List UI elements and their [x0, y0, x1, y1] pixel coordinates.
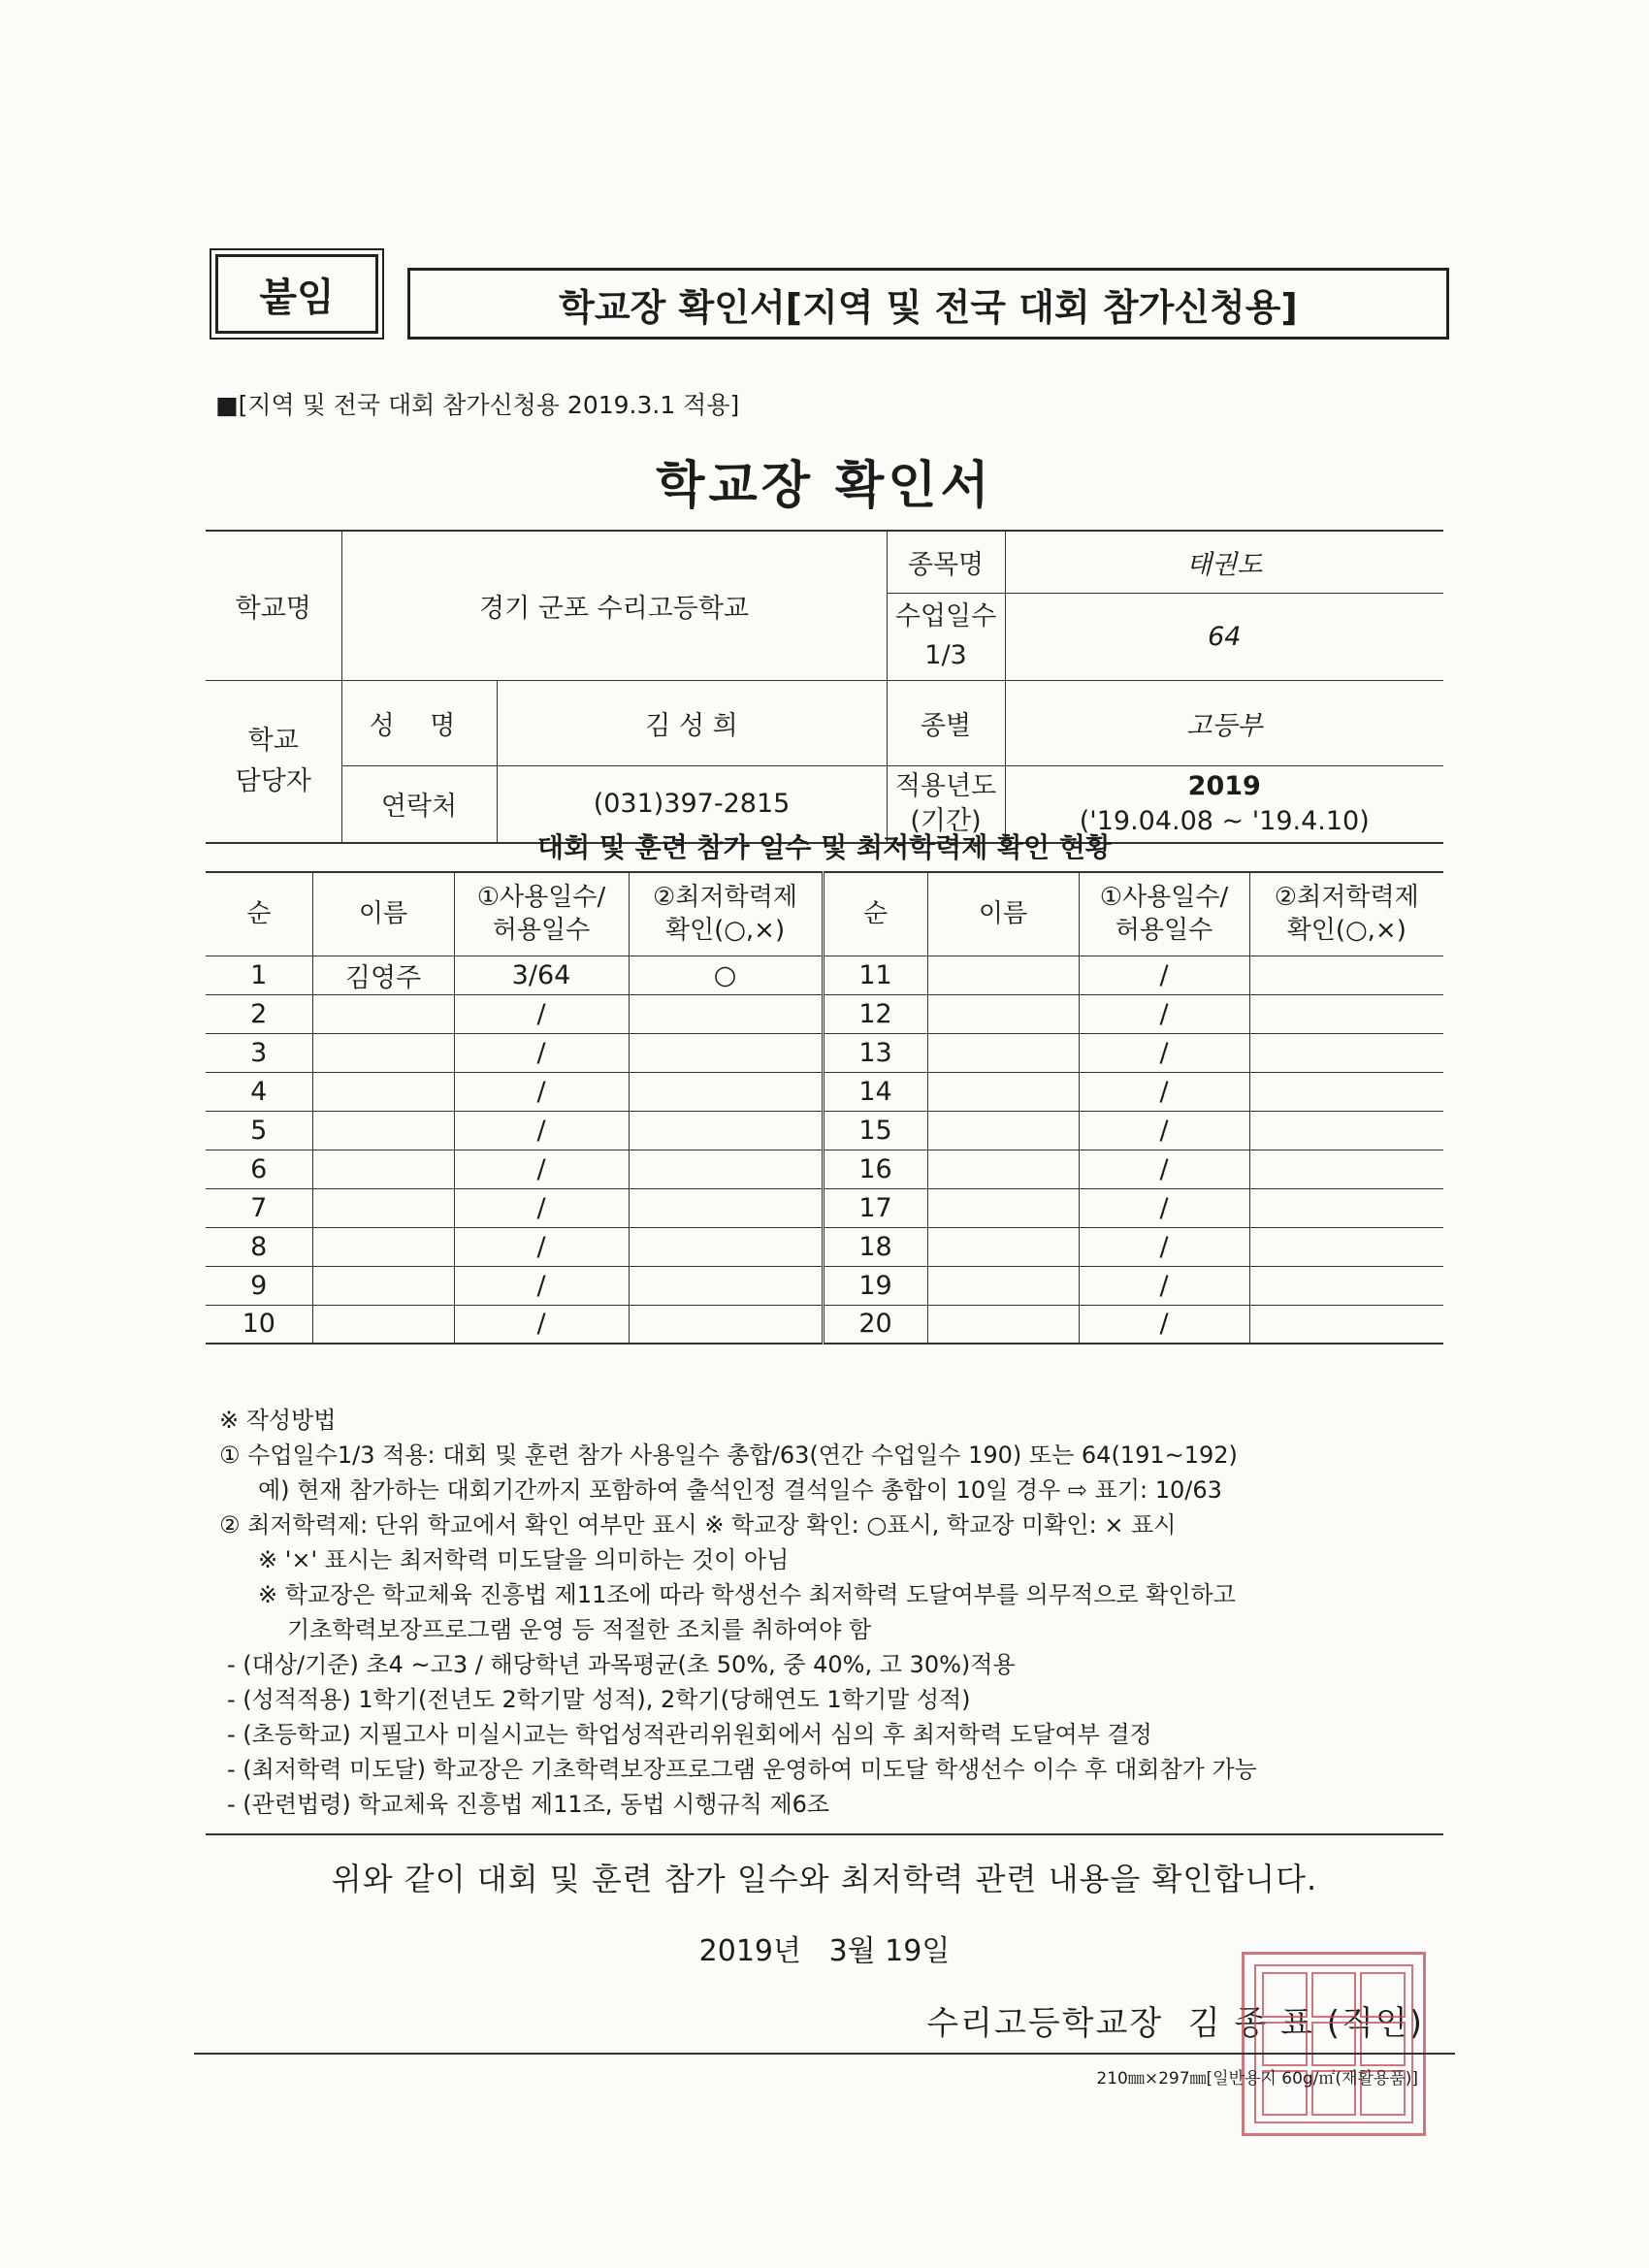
- attachment-tag: [215, 254, 378, 334]
- row-no: 6: [206, 1150, 312, 1188]
- note-line: ② 최저학력제: 단위 학교에서 확인 여부만 표시 ※ 학교장 확인: ○표시, 학교장 미확인: × 표시: [219, 1511, 1177, 1539]
- col-name-left: 이름: [312, 872, 454, 956]
- category-label: 종별: [887, 680, 1005, 765]
- row-check: [1249, 1033, 1443, 1072]
- col-days-left: [454, 872, 629, 956]
- col-days-right: [1079, 872, 1249, 956]
- table-row: [206, 1305, 1443, 1344]
- row-check: [1249, 1227, 1443, 1266]
- confirmation-statement: 위와 같이 대회 및 훈련 참가 일수와 최저학력 관련 내용을 확인합니다.: [331, 1861, 1318, 1897]
- row-check: [1249, 994, 1443, 1033]
- table-row: [206, 1266, 1443, 1305]
- row-name: [312, 1072, 454, 1111]
- row-days: /: [1079, 1266, 1249, 1305]
- row-name: [927, 1150, 1079, 1188]
- info-table: [206, 530, 1443, 844]
- row-name: [312, 994, 454, 1033]
- title-box: [407, 268, 1449, 340]
- contact-value: (031)397-2815: [497, 765, 887, 843]
- row-check: [629, 1111, 823, 1150]
- row-name: [927, 1227, 1079, 1266]
- table-row: [206, 1227, 1443, 1266]
- year-value: 2019: [1187, 770, 1261, 801]
- note-line: 기초학력보장프로그램 운영 등 적절한 조치를 취하여야 함: [287, 1616, 872, 1643]
- row-days: /: [454, 1150, 629, 1188]
- row-name: [312, 1266, 454, 1305]
- row-days: /: [1079, 1111, 1249, 1150]
- note-line: ※ 학교장은 학교체육 진흥법 제11조에 따라 학생선수 최저학력 도달여부를 의무적으로 확인하고: [258, 1581, 1236, 1608]
- row-check: [629, 1150, 823, 1188]
- row-name: [927, 1188, 1079, 1227]
- row-no: 20: [823, 1305, 927, 1344]
- row-name: [927, 1305, 1079, 1344]
- row-check: [629, 1072, 823, 1111]
- row-check: [1249, 1305, 1443, 1344]
- contact-label: 연락처: [341, 765, 497, 843]
- note-line: - (성적적용) 1학기(전년도 2학기말 성적), 2학기(당해연도 1학기말 성적): [227, 1686, 971, 1713]
- attendance-header-row: [206, 872, 1443, 956]
- row-check: [1249, 956, 1443, 994]
- col-days-right-line2: 허용일수: [1115, 916, 1213, 946]
- row-days: 3/64: [454, 956, 629, 994]
- notes-divider: [206, 1833, 1443, 1835]
- row-check: [629, 1305, 823, 1344]
- attendance-section-title: 대회 및 훈련 참가 일수 및 최저학력제 확인 현황: [537, 831, 1112, 863]
- row-no: 15: [823, 1111, 927, 1150]
- col-no-right: 순: [823, 872, 927, 956]
- category-value: 고등부: [1005, 680, 1443, 765]
- row-check: [1249, 1150, 1443, 1188]
- row-no: 3: [206, 1033, 312, 1072]
- table-row: [206, 994, 1443, 1033]
- row-days: /: [1079, 1227, 1249, 1266]
- row-check: [1249, 1188, 1443, 1227]
- year-label-line1: 적용년도: [894, 770, 997, 801]
- name-value: 김 성 희: [497, 680, 887, 765]
- row-name: 김영주: [312, 956, 454, 994]
- row-check: ○: [629, 956, 823, 994]
- row-days: /: [1079, 994, 1249, 1033]
- note-line: ※ '×' 표시는 최저학력 미도달을 의미하는 것이 아님: [258, 1546, 790, 1573]
- col-days-left-line1: ①사용일수/: [476, 883, 606, 913]
- table-row: [206, 1188, 1443, 1227]
- title-box-text: 학교장 확인서[지역 및 전국 대회 참가신청용]: [559, 285, 1298, 329]
- row-no: 5: [206, 1111, 312, 1150]
- note-line: - (최저학력 미도달) 학교장은 기초학력보장프로그램 운영하여 미도달 학생선수 이수 후 대회참가 가능: [227, 1756, 1257, 1783]
- col-check-left-line2: 확인(○,×): [664, 916, 786, 946]
- main-title: 학교장 확인서: [656, 457, 993, 515]
- row-days: /: [454, 1266, 629, 1305]
- row-name: [927, 1033, 1079, 1072]
- days-label-text: 수업일수: [894, 601, 997, 632]
- row-no: 18: [823, 1227, 927, 1266]
- sport-value: 태권도: [1005, 531, 1443, 593]
- row-check: [629, 994, 823, 1033]
- row-no: 2: [206, 994, 312, 1033]
- row-name: [312, 1227, 454, 1266]
- row-days: /: [454, 1227, 629, 1266]
- row-name: [312, 1305, 454, 1344]
- row-days: /: [454, 1033, 629, 1072]
- school-value: 경기 군포 수리고등학교: [341, 531, 887, 680]
- col-check-right-line2: 확인(○,×): [1286, 916, 1406, 946]
- days-label: [887, 593, 1005, 680]
- notes-heading: ※ 작성방법: [219, 1407, 337, 1434]
- row-name: [927, 956, 1079, 994]
- table-row: [206, 1150, 1443, 1188]
- col-name-right: 이름: [927, 872, 1079, 956]
- name-label: 성 명: [341, 680, 497, 765]
- row-name: [312, 1111, 454, 1150]
- table-row: [206, 956, 1443, 994]
- row-name: [312, 1150, 454, 1188]
- row-days: /: [454, 1188, 629, 1227]
- row-days: /: [1079, 1188, 1249, 1227]
- row-no: 1: [206, 956, 312, 994]
- attachment-tag-label: 붙임: [259, 275, 335, 320]
- row-days: /: [454, 1111, 629, 1150]
- table-row: [206, 1033, 1443, 1072]
- period-value: ('19.04.08 ~ '19.4.10): [1079, 805, 1370, 836]
- row-days: /: [454, 1072, 629, 1111]
- signature-divider: [194, 2053, 1455, 2055]
- row-no: 13: [823, 1033, 927, 1072]
- days-value: 64: [1005, 593, 1443, 680]
- col-check-left-line1: ②최저학력제: [653, 883, 797, 913]
- row-name: [927, 1072, 1079, 1111]
- note-line: - (초등학교) 지필고사 미실시교는 학업성적관리위원회에서 심의 후 최저학력 도달여부 결정: [227, 1721, 1152, 1748]
- row-days: /: [454, 1305, 629, 1344]
- table-row: [206, 1111, 1443, 1150]
- note-line: - (관련법령) 학교체육 진흥법 제11조, 동법 시행규칙 제6조: [227, 1791, 830, 1818]
- row-no: 19: [823, 1266, 927, 1305]
- row-check: [1249, 1266, 1443, 1305]
- manager-label: [206, 680, 341, 843]
- row-no: 8: [206, 1227, 312, 1266]
- notes: [219, 1403, 1257, 1822]
- manager-label-line2: 담당자: [235, 765, 311, 796]
- table-row: [206, 1072, 1443, 1111]
- note-line: 예) 현재 참가하는 대회기간까지 포함하여 출석인정 결석일수 총합이 10일 경우 ⇨ 표기: 10/63: [258, 1476, 1222, 1504]
- paper-note: 210㎜×297㎜[일반용지 60g/㎡(재활용품)]: [1096, 2069, 1418, 2089]
- row-check: [629, 1033, 823, 1072]
- row-days: /: [1079, 1033, 1249, 1072]
- row-check: [1249, 1072, 1443, 1111]
- row-no: 9: [206, 1266, 312, 1305]
- year-label-line2: (기간): [910, 805, 982, 836]
- row-check: [629, 1188, 823, 1227]
- row-no: 14: [823, 1072, 927, 1111]
- row-no: 16: [823, 1150, 927, 1188]
- row-name: [312, 1033, 454, 1072]
- official-seal-inner: [1254, 1964, 1413, 2123]
- manager-label-line1: 학교: [247, 725, 299, 756]
- attendance-table: [206, 871, 1443, 1345]
- row-name: [312, 1188, 454, 1227]
- official-seal: [1242, 1952, 1426, 2136]
- row-no: 12: [823, 994, 927, 1033]
- row-no: 11: [823, 956, 927, 994]
- signer: 수리고등학교장 김 종 표 (직인): [926, 2004, 1424, 2043]
- note-line: ① 수업일수1/3 적용: 대회 및 훈련 참가 사용일수 총합/63(연간 수업일수 190) 또는 64(191~192): [219, 1442, 1238, 1469]
- row-name: [927, 994, 1079, 1033]
- row-days: /: [1079, 1150, 1249, 1188]
- note-line: - (대상/기준) 초4 ~고3 / 해당학년 과목평균(초 50%, 중 40%, 고 30%)적용: [227, 1651, 1016, 1678]
- row-days: /: [1079, 1072, 1249, 1111]
- row-no: 17: [823, 1188, 927, 1227]
- col-days-right-line1: ①사용일수/: [1099, 883, 1229, 913]
- row-check: [629, 1266, 823, 1305]
- col-check-right-line1: ②최저학력제: [1274, 883, 1419, 913]
- col-check-right: [1249, 872, 1443, 956]
- row-name: [927, 1266, 1079, 1305]
- col-check-left: [629, 872, 823, 956]
- subnote: ■[지역 및 전국 대회 참가신청용 2019.3.1 적용]: [215, 391, 740, 419]
- school-label: 학교명: [206, 531, 341, 680]
- col-days-left-line2: 허용일수: [492, 916, 591, 946]
- sport-label: 종목명: [887, 531, 1005, 593]
- row-no: 7: [206, 1188, 312, 1227]
- col-no-left: 순: [206, 872, 312, 956]
- days-label-fraction: 1/3: [924, 640, 967, 670]
- confirmation-date: 2019년 3월 19일: [698, 1934, 951, 1968]
- row-days: /: [1079, 956, 1249, 994]
- row-check: [629, 1227, 823, 1266]
- row-no: 10: [206, 1305, 312, 1344]
- row-days: /: [454, 994, 629, 1033]
- row-check: [1249, 1111, 1443, 1150]
- row-name: [927, 1111, 1079, 1150]
- row-no: 4: [206, 1072, 312, 1111]
- row-days: /: [1079, 1305, 1249, 1344]
